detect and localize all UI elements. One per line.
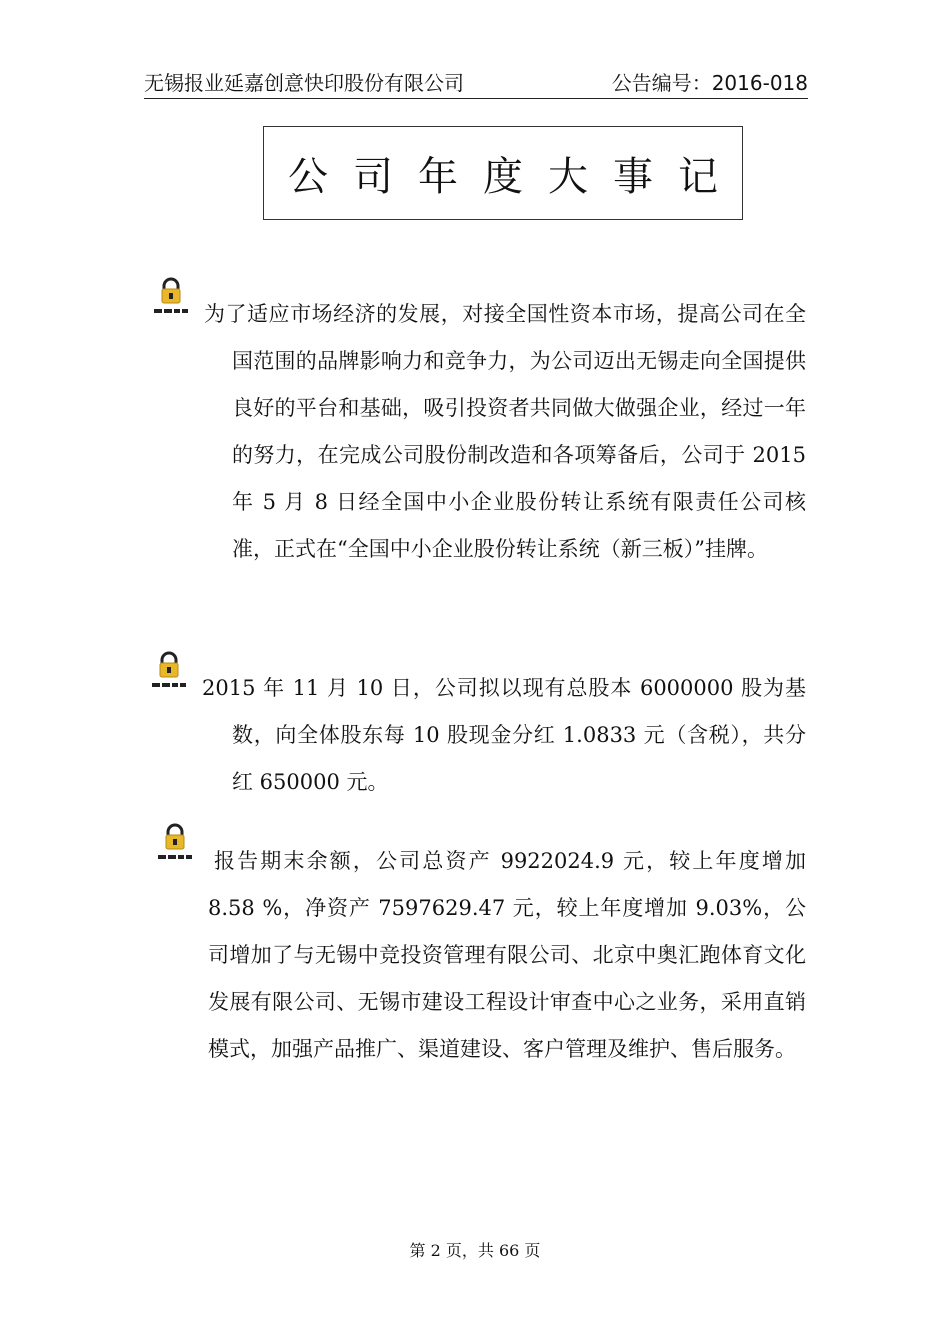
event-text-dividend: 2015 年 11 月 10 日，公司拟以现有总股本 6000000 股为基数，向全体股东每 10 股现金分红 1.0833 元（含税），共分红 650000 元。	[202, 676, 806, 794]
title-box	[263, 126, 743, 220]
lock-icon	[150, 276, 192, 318]
event-text-listing: 为了适应市场经济的发展，对接全国性资本市场，提高公司在全国范围的品牌影响力和竞争力，为公司迈出无锡走向全国提供良好的平台和基础，吸引投资者共同做大做强企业，经过一年的努力，在完成公司股份制改造和各项筹备后，公司于 2015 年 5 月 8 日经全国中小企业股份转让系统有限责任公司核准，正式在“全国中小企业股份转让系统（新三板）”挂牌。	[204, 302, 806, 561]
page-title: 公司年度大事记	[288, 153, 743, 200]
lock-icon	[154, 822, 196, 864]
lock-icon	[148, 650, 190, 692]
header-company-name: 无锡报业延嘉创意快印股份有限公司	[144, 71, 464, 95]
event-text-assets: 报告期末余额，公司总资产 9922024.9 元，较上年度增加 8.58 %，净资产 7597629.47 元，较上年度增加 9.03%，公司增加了与无锡中竞投资管理有限公司、北京中奥汇跑体育文化发展有限公司、无锡市建设工程设计审查中心之业务，采用直销模式，加强产品推广、渠道建设、客户管理及维护、售后服务。	[208, 849, 806, 1061]
header-notice-number: 公告编号：2016-018	[611, 71, 808, 95]
page-number: 第 2 页，共 66 页	[409, 1241, 541, 1260]
header-divider	[144, 98, 808, 99]
